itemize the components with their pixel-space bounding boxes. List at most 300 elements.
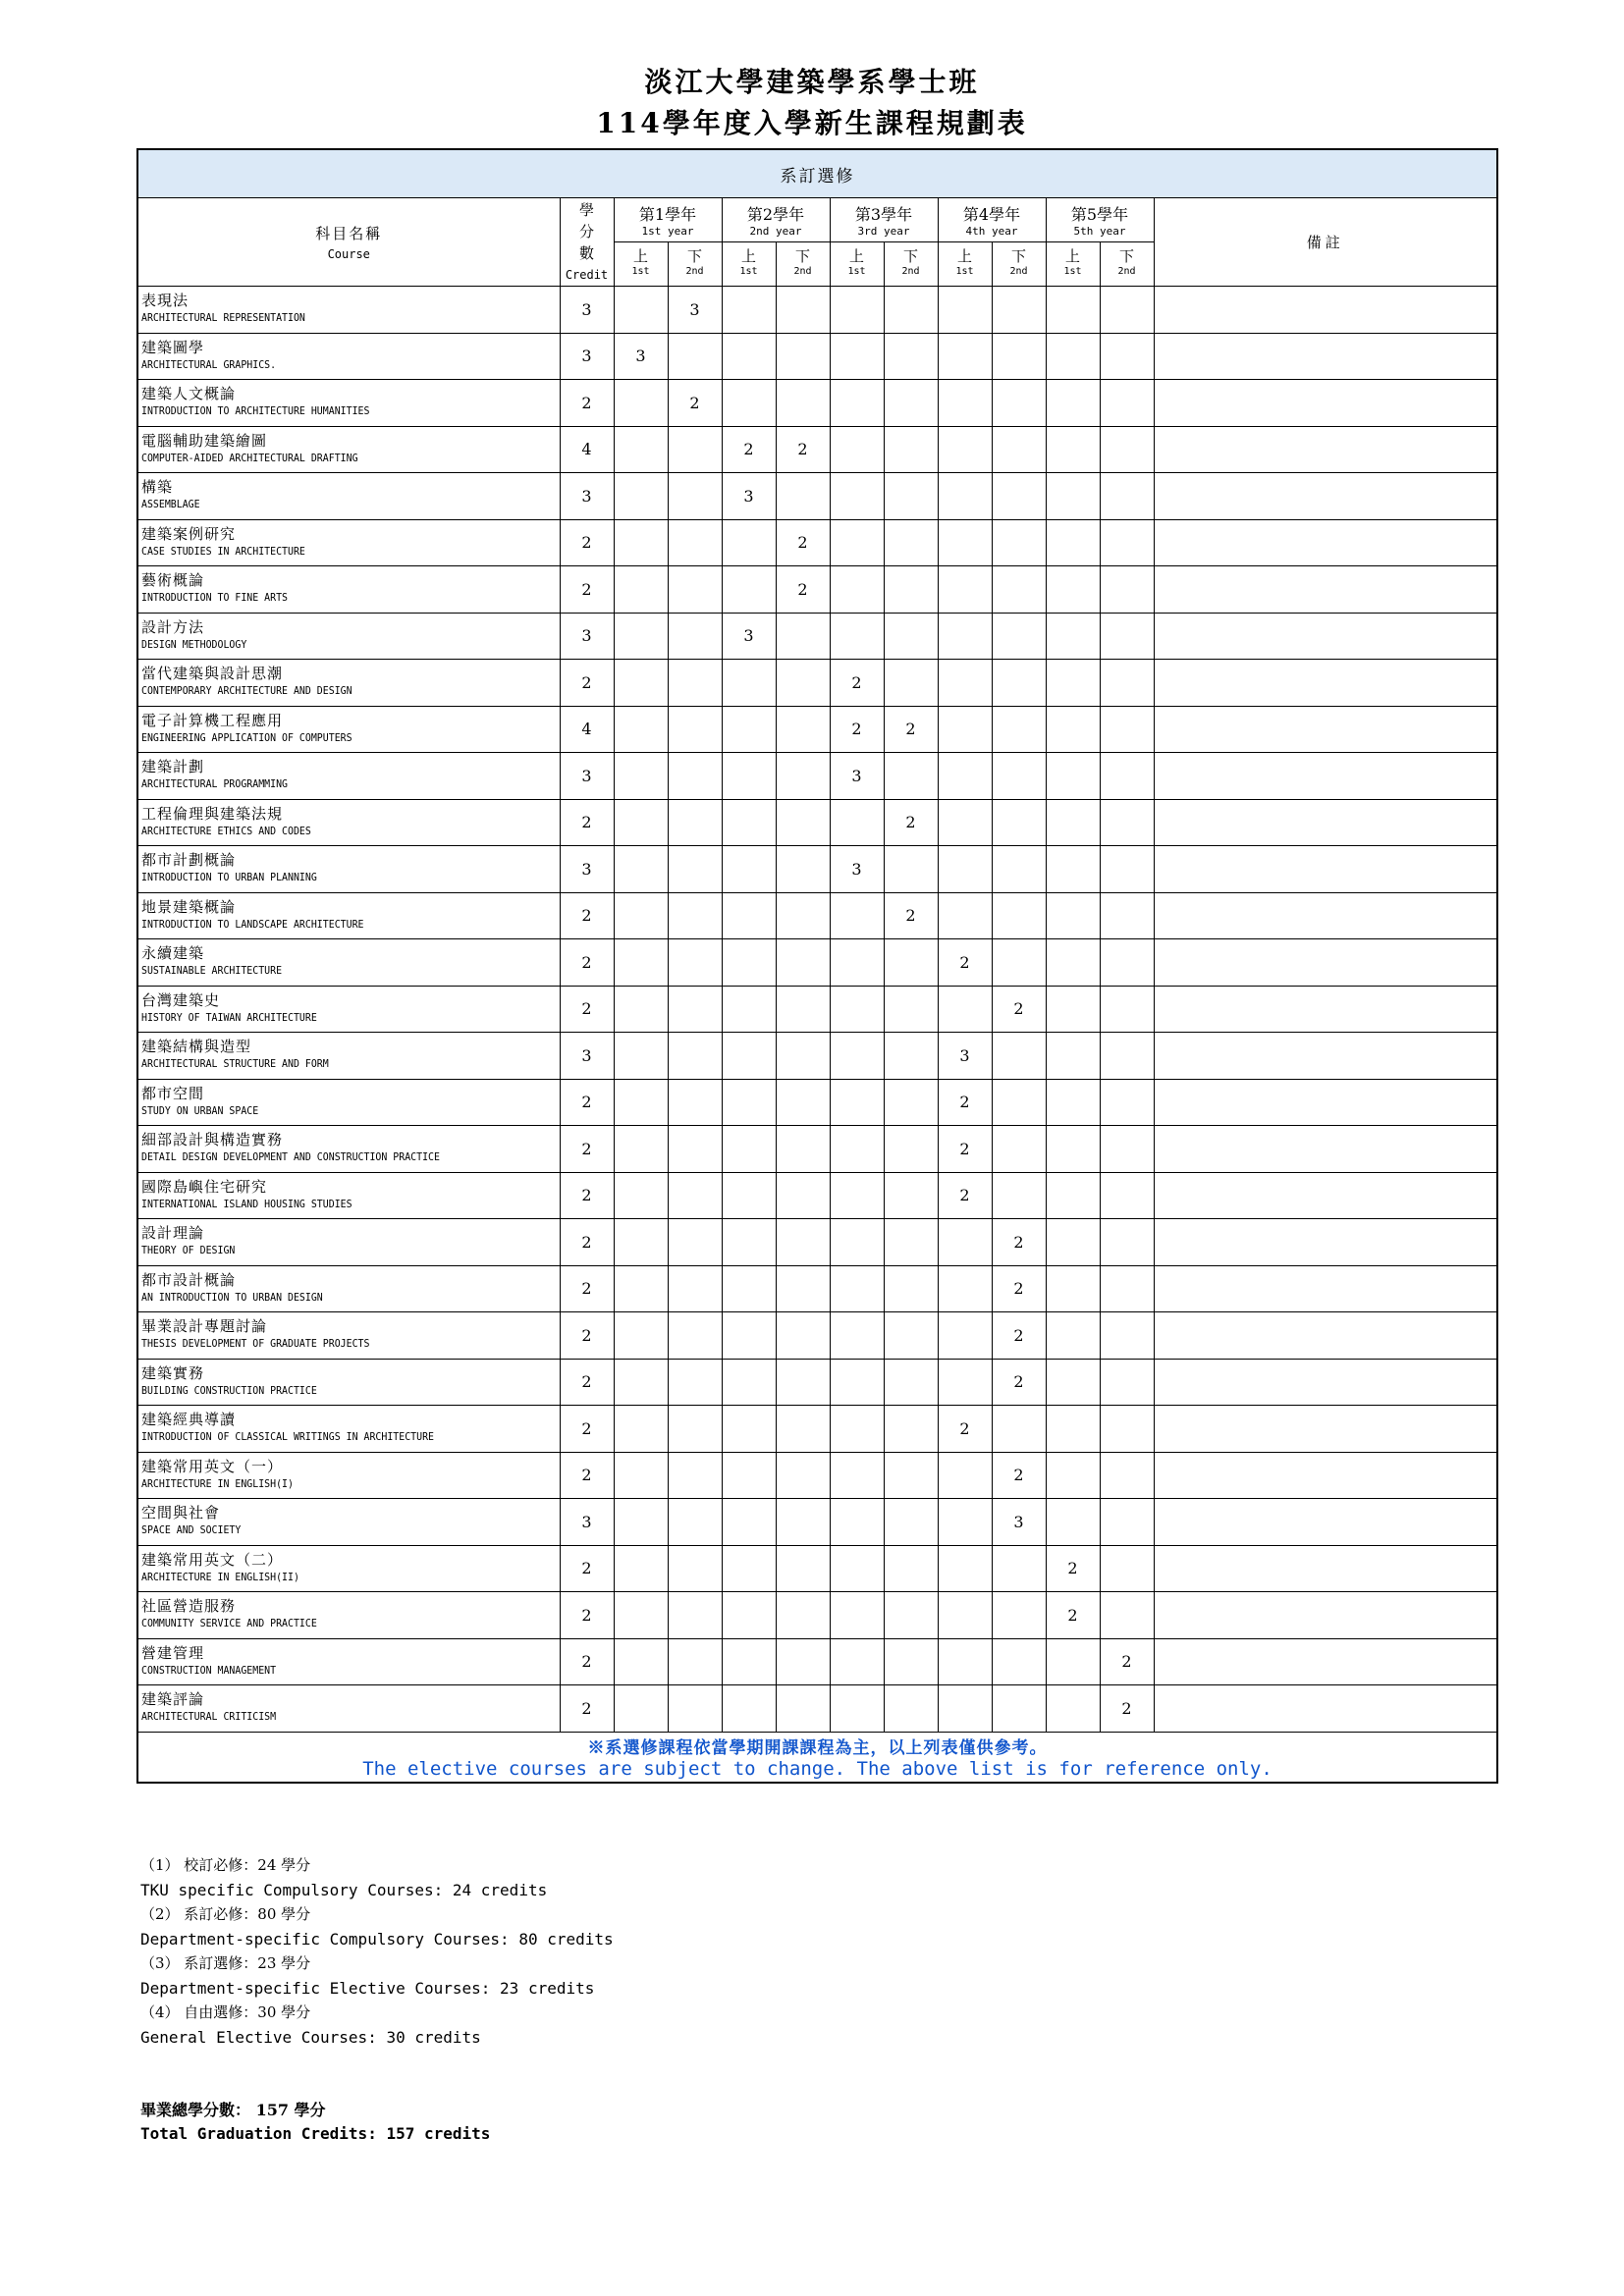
semester-credit-cell (884, 939, 938, 987)
course-name-en: INTRODUCTION TO LANDSCAPE ARCHITECTURE (141, 917, 364, 931)
semester-credit-cell (938, 986, 992, 1033)
semester-credit-cell (1046, 1033, 1100, 1080)
semester-credit-cell (668, 1126, 722, 1173)
header-course-en: Course (327, 247, 370, 261)
header-year-2 (722, 198, 830, 242)
semester-credit-cell (830, 287, 884, 334)
course-name-en: HISTORY OF TAIWAN ARCHITECTURE (141, 1010, 317, 1024)
remarks-cell (1154, 1452, 1497, 1499)
semester-credit-cell: 2 (938, 1172, 992, 1219)
semester-credit-cell (1046, 1406, 1100, 1453)
course-name-cell (137, 566, 560, 614)
semester-credit-cell (1100, 380, 1154, 427)
semester-credit-cell (722, 1033, 776, 1080)
semester-credit-cell (722, 1219, 776, 1266)
header-year-3 (830, 198, 938, 242)
semester-credit-cell (1100, 753, 1154, 800)
remarks-cell (1154, 892, 1497, 939)
semester-credit-cell: 2 (992, 1265, 1046, 1312)
course-name-zh: 電腦輔助建築繪圖 (141, 431, 268, 450)
note-en: Department-specific Elective Courses: 23 credits (140, 1979, 595, 1998)
semester-credit-cell (722, 519, 776, 566)
note-zh: （4） 自由選修：30 學分 (140, 2003, 311, 2021)
semester-credit-cell (884, 1172, 938, 1219)
course-credit: 2 (560, 939, 614, 987)
semester-credit-cell (1046, 892, 1100, 939)
table-row (137, 1033, 1497, 1080)
course-name-zh: 藝術概論 (141, 571, 205, 589)
course-credit: 2 (560, 1406, 614, 1453)
semester-credit-cell (722, 1172, 776, 1219)
semester-credit-cell (1046, 1638, 1100, 1685)
course-credit: 2 (560, 519, 614, 566)
semester-credit-cell (722, 1685, 776, 1733)
remarks-cell (1154, 1265, 1497, 1312)
course-credit: 2 (560, 1265, 614, 1312)
table-row (137, 613, 1497, 660)
semester-credit-cell (1100, 1079, 1154, 1126)
remarks-cell (1154, 613, 1497, 660)
course-name-cell (137, 1685, 560, 1733)
header-semester-zh: 上 (956, 247, 972, 265)
course-name-zh: 建築經典導讀 (141, 1411, 237, 1428)
semester-credit-cell (830, 426, 884, 473)
semester-credit-cell (938, 1359, 992, 1406)
semester-credit-cell (1046, 660, 1100, 707)
remarks-cell (1154, 799, 1497, 846)
table-row (137, 1219, 1497, 1266)
course-name-en: CONSTRUCTION MANAGEMENT (141, 1663, 277, 1677)
course-name-en: STUDY ON URBAN SPACE (141, 1103, 259, 1117)
course-name-cell (137, 799, 560, 846)
course-name-cell (137, 1359, 560, 1406)
semester-credit-cell (1046, 380, 1100, 427)
semester-credit-cell (830, 1312, 884, 1360)
semester-credit-cell (830, 1685, 884, 1733)
table-row (137, 380, 1497, 427)
course-name-zh: 建築計劃 (141, 758, 205, 775)
semester-credit-cell (1046, 1452, 1100, 1499)
header-semester-zh: 上 (740, 247, 756, 265)
header-year-1 (614, 198, 722, 242)
semester-credit-cell: 2 (830, 706, 884, 753)
course-name-cell (137, 1079, 560, 1126)
course-credit: 3 (560, 287, 614, 334)
semester-credit-cell: 3 (668, 287, 722, 334)
footnote-en: The elective courses are subject to change. The above list is for reference only. (362, 1758, 1272, 1780)
semester-credit-cell (668, 1499, 722, 1546)
semester-credit-cell (722, 1079, 776, 1126)
semester-credit-cell (830, 1219, 884, 1266)
semester-credit-cell (614, 753, 668, 800)
semester-credit-cell (830, 939, 884, 987)
header-semester-en: 2nd (901, 266, 920, 277)
table-row (137, 706, 1497, 753)
semester-credit-cell (776, 380, 830, 427)
semester-credit-cell (1046, 986, 1100, 1033)
semester-credit-cell (992, 660, 1046, 707)
semester-credit-cell (1100, 660, 1154, 707)
semester-credit-cell (776, 1126, 830, 1173)
semester-credit-cell (1046, 846, 1100, 893)
remarks-cell (1154, 1079, 1497, 1126)
course-name-zh: 營建管理 (141, 1643, 205, 1662)
semester-credit-cell (992, 1406, 1046, 1453)
header-semester-en: 2nd (1009, 266, 1028, 277)
semester-credit-cell (830, 986, 884, 1033)
semester-credit-cell (776, 1219, 830, 1266)
semester-credit-cell (722, 706, 776, 753)
semester-credit-cell (1100, 473, 1154, 520)
semester-credit-cell (992, 1079, 1046, 1126)
semester-credit-cell (776, 1638, 830, 1685)
course-name-en: INTRODUCTION TO URBAN PLANNING (141, 871, 317, 883)
semester-credit-cell (938, 1499, 992, 1546)
semester-credit-cell (938, 1592, 992, 1639)
semester-credit-cell (668, 1452, 722, 1499)
semester-credit-cell (1046, 473, 1100, 520)
semester-credit-cell (668, 753, 722, 800)
semester-credit-cell (614, 473, 668, 520)
header-semester-en: 1st (739, 266, 758, 277)
semester-credit-cell: 2 (1100, 1685, 1154, 1733)
semester-credit-cell (668, 706, 722, 753)
semester-credit-cell (722, 1406, 776, 1453)
semester-credit-cell (668, 660, 722, 707)
course-name-en: ENGINEERING APPLICATION OF COMPUTERS (141, 730, 352, 744)
semester-credit-cell (992, 1638, 1046, 1685)
document-title: 淡江大學建築學系學士班 (644, 66, 980, 98)
semester-credit-cell (722, 287, 776, 334)
semester-credit-cell (776, 1685, 830, 1733)
semester-credit-cell (884, 1126, 938, 1173)
course-name-zh: 工程倫理與建築法規 (141, 804, 284, 823)
header-year-en: 3rd year (857, 225, 910, 238)
semester-credit-cell (1046, 799, 1100, 846)
header-semester-5-1 (1046, 242, 1100, 287)
semester-credit-cell: 2 (992, 986, 1046, 1033)
course-name-cell (137, 519, 560, 566)
semester-credit-cell (1100, 1545, 1154, 1592)
semester-credit-cell (830, 613, 884, 660)
table-row (137, 753, 1497, 800)
semester-credit-cell (668, 566, 722, 614)
course-name-zh: 設計理論 (141, 1224, 205, 1242)
header-semester-zh: 下 (1010, 247, 1026, 265)
semester-credit-cell (1046, 753, 1100, 800)
semester-credit-cell (722, 1126, 776, 1173)
semester-credit-cell (992, 1033, 1046, 1080)
course-name-zh: 建築結構與造型 (141, 1038, 252, 1055)
semester-credit-cell (776, 1406, 830, 1453)
semester-credit-cell (614, 1312, 668, 1360)
header-semester-en: 1st (955, 266, 974, 277)
course-name-en: THESIS DEVELOPMENT OF GRADUATE PROJECTS (141, 1337, 370, 1350)
semester-credit-cell (938, 473, 992, 520)
remarks-cell (1154, 706, 1497, 753)
semester-credit-cell (992, 426, 1046, 473)
course-credit: 3 (560, 473, 614, 520)
semester-credit-cell (938, 426, 992, 473)
header-semester-5-2 (1100, 242, 1154, 287)
course-name-cell (137, 1126, 560, 1173)
semester-credit-cell (1046, 1219, 1100, 1266)
table-row (137, 1452, 1497, 1499)
semester-credit-cell: 3 (722, 613, 776, 660)
header-credit-en: Credit (565, 267, 609, 282)
semester-credit-cell (614, 892, 668, 939)
note-zh: （2） 系訂必修：80 學分 (140, 1905, 311, 1923)
semester-credit-cell (1046, 1685, 1100, 1733)
table-row (137, 1685, 1497, 1733)
remarks-cell (1154, 1638, 1497, 1685)
semester-credit-cell: 3 (722, 473, 776, 520)
header-semester-en: 1st (847, 266, 866, 277)
semester-credit-cell (1046, 1359, 1100, 1406)
semester-credit-cell: 3 (614, 333, 668, 380)
header-semester-zh: 下 (794, 247, 810, 265)
course-name-en: CASE STUDIES IN ARCHITECTURE (141, 544, 305, 558)
course-name-zh: 永續建築 (141, 944, 205, 962)
semester-credit-cell (1046, 566, 1100, 614)
semester-credit-cell (830, 380, 884, 427)
semester-credit-cell (992, 333, 1046, 380)
remarks-cell (1154, 846, 1497, 893)
semester-credit-cell (1100, 519, 1154, 566)
header-semester-2-1 (722, 242, 776, 287)
semester-credit-cell (938, 1265, 992, 1312)
course-name-en: INTRODUCTION TO FINE ARTS (141, 591, 289, 604)
semester-credit-cell: 2 (938, 1406, 992, 1453)
header-year-zh: 第4學年 (962, 205, 1021, 224)
header-semester-4-2 (992, 242, 1046, 287)
header-semester-en: 2nd (793, 266, 812, 277)
course-name-cell (137, 613, 560, 660)
semester-credit-cell (992, 799, 1046, 846)
header-semester-1-1 (614, 242, 668, 287)
semester-credit-cell (614, 1545, 668, 1592)
note-zh: （3） 系訂選修：23 學分 (140, 1954, 311, 1972)
semester-credit-cell (1100, 986, 1154, 1033)
semester-credit-cell (614, 1033, 668, 1080)
semester-credit-cell (614, 1219, 668, 1266)
semester-credit-cell (668, 799, 722, 846)
header-semester-en: 1st (1063, 266, 1082, 277)
course-name-cell (137, 333, 560, 380)
remarks-cell (1154, 1545, 1497, 1592)
remarks-cell (1154, 519, 1497, 566)
header-semester-en: 2nd (1117, 266, 1136, 277)
semester-credit-cell (614, 846, 668, 893)
semester-credit-cell (992, 753, 1046, 800)
semester-credit-cell (614, 426, 668, 473)
header-year-en: 4th year (965, 225, 1018, 238)
semester-credit-cell (1046, 426, 1100, 473)
semester-credit-cell (776, 1452, 830, 1499)
remarks-cell (1154, 1592, 1497, 1639)
semester-credit-cell (884, 753, 938, 800)
course-name-zh: 畢業設計專題討論 (141, 1317, 268, 1335)
semester-credit-cell (722, 1592, 776, 1639)
semester-credit-cell (722, 333, 776, 380)
course-name-zh: 都市設計概論 (141, 1270, 237, 1289)
note-en: General Elective Courses: 30 credits (140, 2028, 481, 2047)
semester-credit-cell (1100, 426, 1154, 473)
semester-credit-cell (938, 706, 992, 753)
table-row (137, 1172, 1497, 1219)
semester-credit-cell (1100, 613, 1154, 660)
note-en: Department-specific Compulsory Courses: 80 credits (140, 1930, 614, 1949)
semester-credit-cell: 2 (992, 1452, 1046, 1499)
course-name-zh: 細部設計與構造實務 (141, 1131, 284, 1148)
table-row (137, 939, 1497, 987)
table-row (137, 846, 1497, 893)
note-en: TKU specific Compulsory Courses: 24 credits (140, 1881, 548, 1899)
semester-credit-cell (776, 799, 830, 846)
semester-credit-cell (938, 1219, 992, 1266)
semester-credit-cell (614, 1638, 668, 1685)
semester-credit-cell (992, 1172, 1046, 1219)
semester-credit-cell: 3 (830, 846, 884, 893)
semester-credit-cell (830, 1265, 884, 1312)
header-semester-zh: 上 (632, 247, 648, 265)
semester-credit-cell: 2 (938, 1126, 992, 1173)
semester-credit-cell (776, 1592, 830, 1639)
course-name-en: DETAIL DESIGN DEVELOPMENT AND CONSTRUCTION PRACTICE (141, 1150, 440, 1163)
course-name-zh: 建築評論 (141, 1690, 205, 1708)
table-row (137, 1126, 1497, 1173)
semester-credit-cell (830, 1545, 884, 1592)
course-name-zh: 建築實務 (141, 1363, 205, 1382)
course-name-zh: 建築常用英文（一） (141, 1457, 284, 1475)
course-credit: 2 (560, 566, 614, 614)
header-credit-char: 學 (578, 200, 594, 219)
header-semester-3-2 (884, 242, 938, 287)
semester-credit-cell (1100, 1499, 1154, 1546)
semester-credit-cell (830, 519, 884, 566)
header-semester-zh: 上 (848, 247, 864, 265)
course-name-zh: 建築圖學 (141, 338, 205, 356)
header-year-5 (1046, 198, 1154, 242)
semester-credit-cell (722, 380, 776, 427)
semester-credit-cell (1100, 1359, 1154, 1406)
semester-credit-cell (1100, 1126, 1154, 1173)
remarks-cell (1154, 1172, 1497, 1219)
course-name-en: ARCHITECTURE ETHICS AND CODES (141, 824, 311, 837)
semester-credit-cell (830, 1359, 884, 1406)
course-name-zh: 構築 (141, 478, 174, 496)
semester-credit-cell (668, 519, 722, 566)
semester-credit-cell (992, 1545, 1046, 1592)
course-credit: 2 (560, 799, 614, 846)
semester-credit-cell (938, 1312, 992, 1360)
course-name-en: CONTEMPORARY ARCHITECTURE AND DESIGN (141, 684, 352, 697)
course-name-cell (137, 1312, 560, 1360)
semester-credit-cell (992, 706, 1046, 753)
semester-credit-cell (614, 1126, 668, 1173)
semester-credit-cell (884, 1265, 938, 1312)
semester-credit-cell (776, 1265, 830, 1312)
semester-credit-cell (668, 1592, 722, 1639)
course-name-cell (137, 939, 560, 987)
course-name-en: COMPUTER-AIDED ARCHITECTURAL DRAFTING (141, 451, 358, 464)
course-name-cell (137, 1545, 560, 1592)
semester-credit-cell (884, 1499, 938, 1546)
course-name-en: ARCHITECTURE IN ENGLISH(II) (141, 1570, 299, 1583)
header-course (137, 198, 560, 287)
table-row (137, 1638, 1497, 1685)
header-semester-en: 2nd (685, 266, 704, 277)
credit-notes (140, 1853, 614, 2050)
course-name-zh: 表現法 (141, 292, 189, 309)
semester-credit-cell (614, 706, 668, 753)
semester-credit-cell (614, 1685, 668, 1733)
course-name-zh: 設計方法 (141, 617, 205, 636)
semester-credit-cell (884, 426, 938, 473)
semester-credit-cell (992, 613, 1046, 660)
semester-credit-cell (884, 380, 938, 427)
semester-credit-cell (1046, 706, 1100, 753)
semester-credit-cell (776, 333, 830, 380)
course-credit: 2 (560, 1079, 614, 1126)
remarks-cell (1154, 753, 1497, 800)
course-credit: 2 (560, 1359, 614, 1406)
course-name-cell (137, 1033, 560, 1080)
elective-footnote (137, 1732, 1497, 1783)
semester-credit-cell (776, 1359, 830, 1406)
semester-credit-cell (668, 473, 722, 520)
table-row (137, 1359, 1497, 1406)
remarks-cell (1154, 1685, 1497, 1733)
course-credit: 2 (560, 1126, 614, 1173)
course-name-en: SPACE AND SOCIETY (141, 1523, 242, 1536)
course-name-en: COMMUNITY SERVICE AND PRACTICE (141, 1617, 317, 1629)
header-semester-zh: 下 (1118, 247, 1134, 265)
course-credit: 3 (560, 1033, 614, 1080)
semester-credit-cell: 2 (992, 1219, 1046, 1266)
course-name-cell (137, 287, 560, 334)
course-credit: 2 (560, 1545, 614, 1592)
header-year-4 (938, 198, 1046, 242)
table-row (137, 892, 1497, 939)
semester-credit-cell (776, 1499, 830, 1546)
semester-credit-cell (614, 799, 668, 846)
semester-credit-cell (938, 846, 992, 893)
header-semester-zh: 上 (1064, 247, 1080, 265)
semester-credit-cell (668, 1685, 722, 1733)
header-year-zh: 第1學年 (638, 205, 697, 224)
semester-credit-cell: 2 (1046, 1545, 1100, 1592)
semester-credit-cell (614, 287, 668, 334)
semester-credit-cell: 2 (776, 519, 830, 566)
semester-credit-cell (1046, 333, 1100, 380)
semester-credit-cell (722, 939, 776, 987)
header-year-zh: 第3學年 (854, 205, 913, 224)
remarks-cell (1154, 333, 1497, 380)
semester-credit-cell (722, 986, 776, 1033)
course-plan-table (136, 148, 1498, 1784)
course-name-cell (137, 1265, 560, 1312)
header-remarks: 備註 (1154, 198, 1497, 287)
remarks-cell (1154, 380, 1497, 427)
semester-credit-cell (884, 1406, 938, 1453)
course-name-zh: 當代建築與設計思潮 (141, 665, 284, 682)
table-row (137, 986, 1497, 1033)
course-name-cell (137, 892, 560, 939)
course-name-cell (137, 380, 560, 427)
course-name-en: ARCHITECTURAL REPRESENTATION (141, 311, 305, 324)
semester-credit-cell (776, 473, 830, 520)
